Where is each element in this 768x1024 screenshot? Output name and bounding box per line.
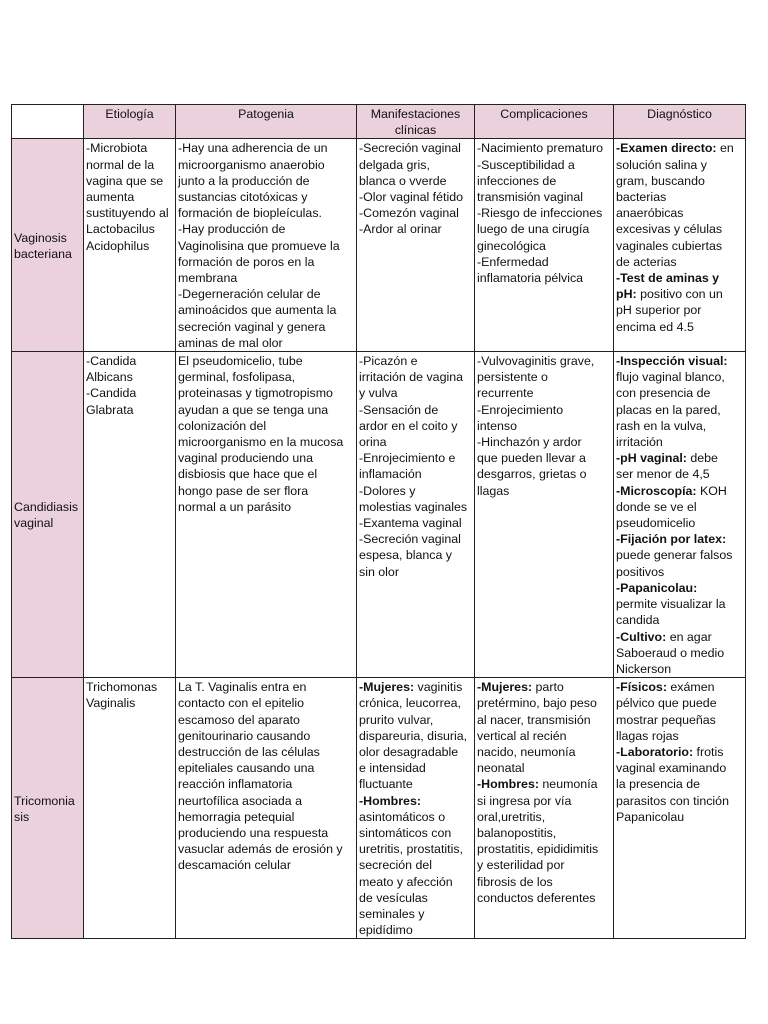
- line-text: oral,uretritis,: [477, 809, 546, 824]
- bold-term: -Mujeres:: [359, 680, 415, 695]
- cell-line: proteinasas y tigmotropismo: [178, 386, 333, 401]
- cell-line: [477, 679, 611, 695]
- cell-line: -Hinchazón y ardor: [477, 435, 582, 450]
- cell-line: [616, 499, 743, 515]
- line-text: uretritis, prostatitis,: [359, 842, 463, 857]
- cell-line: [359, 825, 472, 841]
- cell-line: aminoácidos que aumenta la: [178, 303, 337, 318]
- line-text: asintomáticos o: [359, 809, 446, 824]
- line-text: si ingresa por vía: [477, 793, 572, 808]
- bold-term: -Hombres:: [359, 793, 421, 808]
- line-text: neumonía: [538, 777, 598, 792]
- cell-line: sustituyendo al: [86, 206, 169, 221]
- cell-line: La T. Vaginalis entra en: [178, 680, 307, 695]
- row-header-candidiasis: [12, 352, 84, 678]
- cell-line: [359, 695, 472, 711]
- cell-diagnostico: [614, 352, 746, 678]
- cell-line: microorganismo en la mucosa: [178, 435, 344, 450]
- line-text: pretérmino, bajo peso: [477, 696, 597, 711]
- cell-line: [477, 760, 611, 776]
- cell-line: [616, 286, 743, 302]
- cell-line: Glabrata: [86, 402, 134, 417]
- bold-term: -Hombres:: [477, 777, 539, 792]
- cell-line: epiteliales causando una: [178, 761, 315, 776]
- cell-line: [477, 728, 611, 744]
- line-text: fluctuante: [359, 777, 413, 792]
- bold-term: -Físicos:: [616, 680, 667, 695]
- cell-line: sis: [14, 809, 30, 824]
- bold-term: -Mujeres:: [477, 680, 533, 695]
- cell-line: [616, 238, 743, 254]
- line-text: exámen: [666, 680, 715, 695]
- cell-manifestaciones: [357, 139, 475, 352]
- cell-line: -Candida: [86, 354, 137, 369]
- cell-line: normal a un parásito: [178, 499, 291, 514]
- cell-etiologia: [84, 352, 176, 678]
- line-text: olor desagradable: [359, 744, 459, 759]
- cell-line: formación de poros en la: [178, 254, 315, 269]
- cell-line: [616, 270, 743, 286]
- cell-diagnostico: [614, 139, 746, 352]
- cell-line: -Hay producción de: [178, 222, 286, 237]
- cell-complicaciones: [475, 678, 614, 939]
- line-text: gram, buscando: [616, 173, 705, 188]
- cell-line: formación de biopleículas.: [178, 206, 322, 221]
- bold-term: -pH vaginal:: [616, 451, 687, 466]
- cell-line: [616, 353, 743, 369]
- header-complicaciones: Complicaciones: [475, 105, 614, 139]
- cell-line: [616, 712, 743, 728]
- line-text: pH superior por: [616, 303, 702, 318]
- cell-line: aumenta: [86, 190, 135, 205]
- cell-line: [616, 254, 743, 270]
- line-text: placas en la pared,: [616, 402, 721, 417]
- line-text: vaginal examinando: [616, 761, 727, 776]
- cell-line: [359, 841, 472, 857]
- line-text: pélvico que puede: [616, 696, 717, 711]
- line-text: prurito vulvar,: [359, 712, 434, 727]
- cell-line: disbiosis que hace que el: [178, 467, 318, 482]
- cell-line: [477, 841, 611, 857]
- cell-line: [359, 776, 472, 792]
- cell-line: intenso: [477, 418, 517, 433]
- cell-line: -Secreción vaginal: [359, 532, 461, 547]
- cell-line: [616, 319, 743, 335]
- cell-line: [616, 434, 743, 450]
- line-text: pseudomicelio: [616, 516, 696, 531]
- cell-line: Lactobacilus: [86, 222, 155, 237]
- header-diagnostico: Diagnóstico: [614, 105, 746, 139]
- line-text: flujo vaginal blanco,: [616, 370, 725, 385]
- cell-line: [616, 385, 743, 401]
- bold-term: -Fijación por latex:: [616, 532, 727, 547]
- cell-etiologia: [84, 139, 176, 352]
- cell-line: [616, 661, 743, 677]
- line-text: vertical al recién: [477, 728, 567, 743]
- cell-line: [616, 629, 743, 645]
- bold-term: -Inspección visual:: [616, 354, 728, 369]
- cell-line: y vulva: [359, 386, 398, 401]
- cell-line: [616, 612, 743, 628]
- cell-line: normal de la: [86, 157, 155, 172]
- cell-line: [616, 402, 743, 418]
- cell-manifestaciones: [357, 678, 475, 939]
- line-text: bacterias: [616, 190, 667, 205]
- line-text: mostrar pequeñas: [616, 712, 716, 727]
- line-text: KOH: [696, 483, 727, 498]
- cell-line: inflamación: [359, 467, 422, 482]
- cell-line: [616, 205, 743, 221]
- cell-line: [477, 695, 611, 711]
- cell-line: Acidophilus: [86, 238, 150, 253]
- cell-line: El pseudomicelio, tube: [178, 354, 303, 369]
- line-text: la presencia de: [616, 777, 701, 792]
- cell-patogenia: [176, 139, 357, 352]
- line-text: crónica, leucorrea,: [359, 696, 461, 711]
- cell-line: [616, 695, 743, 711]
- cell-line: Tricomonia: [14, 793, 75, 808]
- bold-term: pH:: [616, 287, 637, 302]
- cell-line: [477, 890, 611, 906]
- line-text: encima ed 4.5: [616, 319, 694, 334]
- cell-line: sin olor: [359, 564, 399, 579]
- line-text: parasitos con tinción: [616, 793, 729, 808]
- cell-line: -Microbiota: [86, 141, 148, 156]
- line-text: candida: [616, 613, 660, 628]
- bold-term: -Papanicolau:: [616, 580, 698, 595]
- cell-line: inflamatoria pélvica: [477, 271, 584, 286]
- cell-line: [359, 728, 472, 744]
- cell-line: hemorragia petequial: [178, 809, 295, 824]
- cell-line: -Olor vaginal fétido: [359, 190, 463, 205]
- line-text: debe: [686, 451, 718, 466]
- line-text: llagas rojas: [616, 728, 679, 743]
- cell-line: Trichomonas: [86, 680, 158, 695]
- line-text: Nickerson: [616, 661, 672, 676]
- row-header-tricomoniasis: [12, 678, 84, 939]
- bold-term: -Laboratorio:: [616, 744, 694, 759]
- cell-line: [359, 712, 472, 728]
- cell-line: -Hay una adherencia de un: [178, 141, 328, 156]
- cell-line: hongo pase de ser flora: [178, 483, 309, 498]
- cell-line: -Secreción vaginal: [359, 141, 461, 156]
- line-text: meato y afección: [359, 874, 453, 889]
- cell-line: [616, 776, 743, 792]
- line-text: fibrosis de los: [477, 874, 553, 889]
- line-text: en: [716, 141, 734, 156]
- cell-manifestaciones: [357, 352, 475, 678]
- cell-line: -Enfermedad: [477, 254, 549, 269]
- cell-line: sustancias citotóxicas y: [178, 190, 308, 205]
- line-text: excesivas y células: [616, 222, 723, 237]
- cell-line: -Enrojecimiento e: [359, 451, 456, 466]
- cell-diagnostico: [614, 678, 746, 939]
- cell-line: vagina que se: [86, 173, 164, 188]
- row-label: Vaginosis bacteriana: [14, 230, 72, 261]
- line-text: solución salina y: [616, 157, 707, 172]
- cell-line: -Degerneración celular de: [178, 287, 321, 302]
- line-text: Saboeraud o medio: [616, 645, 725, 660]
- cell-line: [616, 744, 743, 760]
- cell-line: aminas de mal olor: [178, 335, 283, 350]
- cell-line: neurtofílica asociada a: [178, 793, 302, 808]
- cell-line: recurrente: [477, 386, 534, 401]
- cell-line: infecciones de: [477, 173, 557, 188]
- cell-line: [616, 369, 743, 385]
- line-text: rash en la vulva,: [616, 418, 707, 433]
- cell-line: blanca o vverde: [359, 173, 447, 188]
- cell-line: membrana: [178, 271, 238, 286]
- line-text: conductos deferentes: [477, 890, 596, 905]
- line-text: parto: [532, 680, 564, 695]
- cell-line: que pueden llevar a: [477, 451, 586, 466]
- cell-line: desgarros, grietas o: [477, 467, 587, 482]
- line-text: puede generar falsos: [616, 548, 733, 563]
- table-row: [12, 678, 746, 939]
- cell-line: microorganismo anaerobio: [178, 157, 325, 172]
- line-text: e intensidad: [359, 761, 426, 776]
- cell-line: vasuclar además de erosión y: [178, 842, 343, 857]
- cell-line: [616, 547, 743, 563]
- cell-line: [616, 760, 743, 776]
- cell-line: secreción vaginal y genera: [178, 319, 326, 334]
- cell-line: [616, 580, 743, 596]
- cell-line: germinal, fosfolipasa,: [178, 370, 296, 385]
- cell-line: transmisión vaginal: [477, 190, 584, 205]
- cell-line: [359, 760, 472, 776]
- header-manifestaciones: Manifestaciones clínicas: [357, 105, 475, 139]
- cell-complicaciones: [475, 139, 614, 352]
- cell-line: -Exantema vaginal: [359, 516, 462, 531]
- bold-term: -Examen directo:: [616, 141, 717, 156]
- cell-line: -Vulvovaginitis grave,: [477, 354, 595, 369]
- cell-line: Vaginalis: [86, 696, 136, 711]
- line-text: con presencia de: [616, 386, 711, 401]
- cell-line: [477, 776, 611, 792]
- line-text: ser menor de 4,5: [616, 467, 710, 482]
- cell-line: junto a la producción de: [178, 173, 310, 188]
- cell-line: -Candida: [86, 386, 137, 401]
- cell-line: [477, 857, 611, 873]
- cell-line: [616, 515, 743, 531]
- cell-line: delgada gris,: [359, 157, 430, 172]
- cell-line: colonización del: [178, 418, 267, 433]
- cell-line: [616, 173, 743, 189]
- line-text: dispareuria, disuria,: [359, 728, 468, 743]
- cell-line: [359, 744, 472, 760]
- cell-line: [359, 906, 472, 922]
- cell-line: [616, 809, 743, 825]
- line-text: irritación: [616, 435, 663, 450]
- line-text: balanopostitis,: [477, 825, 557, 840]
- header-patogenia: Patogenia: [176, 105, 357, 139]
- line-text: al nacer, transmisión: [477, 712, 591, 727]
- cell-line: [616, 466, 743, 482]
- line-text: positivo con un: [636, 287, 723, 302]
- cell-line: [616, 596, 743, 612]
- cell-line: [616, 793, 743, 809]
- line-text: y esterilidad por: [477, 858, 565, 873]
- cell-line: [359, 874, 472, 890]
- cell-line: espesa, blanca y: [359, 548, 452, 563]
- cell-line: [359, 679, 472, 695]
- cell-line: [616, 157, 743, 173]
- header-etiologia: Etiología: [84, 105, 176, 139]
- cell-line: [359, 809, 472, 825]
- bold-term: -Test de aminas y: [616, 271, 720, 286]
- cell-line: [477, 793, 611, 809]
- line-text: vaginales cubiertas: [616, 238, 723, 253]
- table-row: [12, 352, 746, 678]
- cell-complicaciones: [475, 352, 614, 678]
- cell-line: descamación celular: [178, 858, 291, 873]
- cell-line: contacto con el epitelio: [178, 696, 305, 711]
- line-text: secreción del: [359, 858, 433, 873]
- cell-line: -Enrojecimiento: [477, 402, 564, 417]
- line-text: prostatitis, epididimitis: [477, 842, 599, 857]
- cell-line: Albicans: [86, 370, 133, 385]
- cell-line: -Dolores y: [359, 483, 416, 498]
- row-header-vaginosis: [12, 139, 84, 352]
- table-row: [12, 139, 746, 352]
- cell-line: destrucción de las células: [178, 744, 320, 759]
- bold-term: -Cultivo:: [616, 629, 667, 644]
- line-text: de vesículas: [359, 890, 428, 905]
- cell-line: [616, 564, 743, 580]
- cell-line: genitourinario causando: [178, 728, 311, 743]
- cell-line: ayudan a que se tenga una: [178, 402, 329, 417]
- cell-line: -Comezón vaginal: [359, 206, 459, 221]
- cell-line: -Picazón e: [359, 354, 418, 369]
- cell-line: [477, 744, 611, 760]
- cell-line: molestias vaginales: [359, 499, 468, 514]
- cell-line: [616, 679, 743, 695]
- cell-line: [477, 712, 611, 728]
- cell-line: vaginal produciendo una: [178, 451, 314, 466]
- cell-line: [616, 418, 743, 434]
- line-text: de acterias: [616, 254, 677, 269]
- cell-line: [616, 189, 743, 205]
- cell-line: [359, 890, 472, 906]
- cell-line: llagas: [477, 483, 510, 498]
- line-text: anaeróbicas: [616, 206, 684, 221]
- line-text: Papanicolau: [616, 809, 685, 824]
- cell-line: -Susceptibilidad a: [477, 157, 575, 172]
- line-text: positivos: [616, 564, 665, 579]
- cell-line: [616, 302, 743, 318]
- cell-line: ginecológica: [477, 238, 546, 253]
- cell-line: [359, 922, 472, 938]
- cell-line: [616, 645, 743, 661]
- cell-line: [616, 483, 743, 499]
- cell-line: [477, 825, 611, 841]
- bold-term: -Microscopía:: [616, 483, 697, 498]
- corner-cell: [12, 105, 84, 139]
- cell-line: irritación de vagina: [359, 370, 464, 385]
- line-text: frotis: [693, 744, 724, 759]
- header-row: [12, 105, 746, 139]
- cell-line: [616, 531, 743, 547]
- cell-line: -Riesgo de infecciones: [477, 206, 603, 221]
- line-text: nacido, neumonía: [477, 744, 576, 759]
- cell-line: -Ardor al orinar: [359, 222, 442, 237]
- cell-etiologia: [84, 678, 176, 939]
- cell-line: [616, 728, 743, 744]
- cell-line: [359, 857, 472, 873]
- comparison-table: [11, 104, 746, 939]
- cell-line: [616, 140, 743, 156]
- line-text: epidídimo: [359, 923, 413, 938]
- cell-line: orina: [359, 435, 387, 450]
- line-text: donde se ve el: [616, 499, 697, 514]
- cell-patogenia: [176, 352, 357, 678]
- cell-line: -Nacimiento prematuro: [477, 141, 604, 156]
- cell-line: -Sensación de: [359, 402, 439, 417]
- line-text: permite visualizar la: [616, 597, 726, 612]
- cell-line: escamoso del aparato: [178, 712, 300, 727]
- cell-line: [477, 809, 611, 825]
- cell-line: produciendo una respuesta: [178, 825, 329, 840]
- cell-line: [616, 450, 743, 466]
- line-text: seminales y: [359, 906, 425, 921]
- cell-patogenia: [176, 678, 357, 939]
- cell-line: persistente o: [477, 370, 548, 385]
- cell-line: [616, 221, 743, 237]
- cell-line: [359, 793, 472, 809]
- line-text: vaginitis: [414, 680, 463, 695]
- line-text: sintomáticos con: [359, 825, 452, 840]
- cell-line: ardor en el coito y: [359, 418, 458, 433]
- line-text: en agar: [666, 629, 712, 644]
- line-text: neonatal: [477, 761, 525, 776]
- cell-line: Vaginolisina que promueve la: [178, 238, 340, 253]
- cell-line: luego de una cirugía: [477, 222, 590, 237]
- cell-line: reacción inflamatoria: [178, 777, 293, 792]
- row-label: Candidiasis vaginal: [14, 499, 79, 531]
- cell-line: [477, 874, 611, 890]
